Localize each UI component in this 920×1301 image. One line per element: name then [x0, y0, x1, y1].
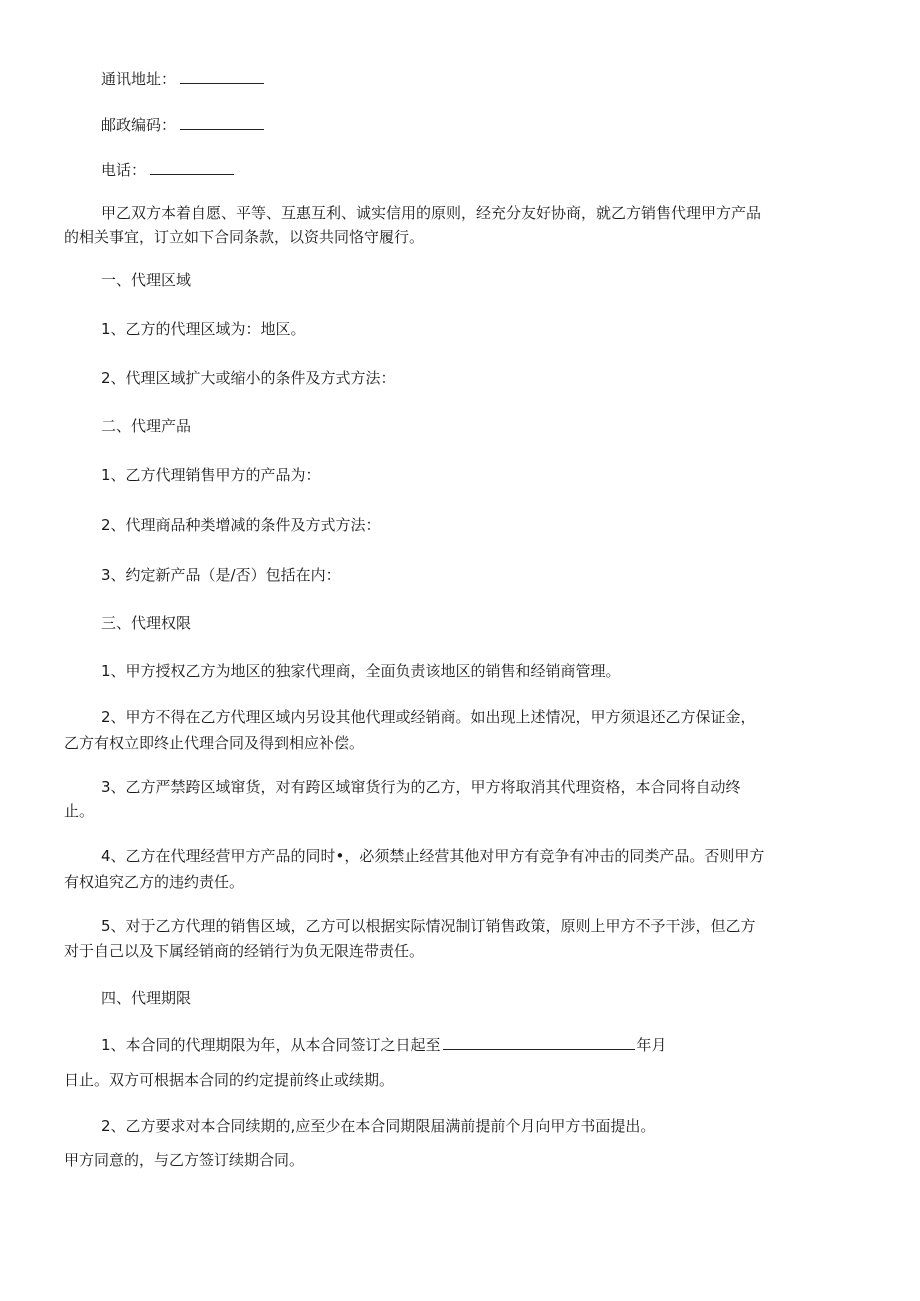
- s4-item-2-line-2: 甲方同意的，与乙方签订续期合同。: [64, 1151, 305, 1169]
- s4-item-1-line-1: [101, 1035, 667, 1055]
- postal-blank: [180, 115, 264, 130]
- s3-item-3-line-1: 3、乙方严禁跨区域窜货，对有跨区域窜货行为的乙方，甲方将取消其代理资格，本合同将自动终: [101, 778, 741, 796]
- s2-item-3: 3、约定新产品（是/否）包括在内：: [101, 566, 341, 584]
- address-field: [101, 69, 264, 89]
- postal-field: [101, 115, 264, 135]
- s3-item-2-line-2: 乙方有权立即终止代理合同及得到相应补偿。: [64, 734, 365, 752]
- s3-item-4-line-1: 4、乙方在代理经营甲方产品的同时•，必须禁止经营其他对甲方有竞争有冲击的同类产品。否则甲方: [101, 847, 765, 865]
- s3-item-4-line-2: 有权追究乙方的违约责任。: [64, 873, 245, 891]
- s2-item-1: 1、乙方代理销售甲方的产品为：: [101, 466, 321, 484]
- s3-item-3-line-2: 止。: [64, 802, 95, 820]
- s3-item-2-line-1: 2、甲方不得在乙方代理区域内另设其他代理或经销商。如出现上述情况，甲方须退还乙方保证金，: [101, 708, 756, 726]
- s3-item-1: 1、甲方授权乙方为地区的独家代理商，全面负责该地区的销售和经销商管理。: [101, 662, 621, 680]
- s3-item-5-line-2: 对于自己以及下属经销商的经销行为负无限连带责任。: [64, 942, 425, 960]
- section-heading-1: 一、代理区域: [101, 271, 192, 289]
- s2-item-2: 2、代理商品种类增减的条件及方式方法：: [101, 516, 381, 534]
- phone-field: [101, 160, 234, 180]
- section-heading-3: 三、代理权限: [101, 614, 192, 632]
- intro-line-2: 的相关事宜，订立如下合同条款，以资共同恪守履行。: [64, 228, 425, 246]
- section-heading-2: 二、代理产品: [101, 417, 192, 435]
- address-label: 通讯地址：: [101, 70, 177, 88]
- s3-item-5-line-1: 5、对于乙方代理的销售区域，乙方可以根据实际情况制订销售政策，原则上甲方不予干涉，但乙方: [101, 917, 756, 935]
- phone-blank: [150, 160, 234, 175]
- address-blank: [180, 69, 264, 84]
- postal-label: 邮政编码：: [101, 116, 177, 134]
- phone-label: 电话：: [101, 161, 147, 179]
- s4-item-1-line-2: 日止。双方可根据本合同的约定提前终止或续期。: [64, 1071, 395, 1089]
- section-heading-4: 四、代理期限: [101, 989, 192, 1007]
- s4-item-1-text-a: 1、本合同的代理期限为年，从本合同签订之日起至: [101, 1036, 441, 1054]
- s1-item-2: 2、代理区域扩大或缩小的条件及方式方法：: [101, 369, 396, 387]
- intro-line-1: 甲乙双方本着自愿、平等、互惠互利、诚实信用的原则，经充分友好协商，就乙方销售代理甲方产品: [101, 204, 762, 222]
- s1-item-1: 1、乙方的代理区域为：地区。: [101, 320, 306, 338]
- end-date-blank: [443, 1035, 635, 1050]
- s4-item-2-line-1: 2、乙方要求对本合同续期的,应至少在本合同期限届满前提前个月向甲方书面提出。: [101, 1117, 656, 1135]
- s4-item-1-text-b: 年月: [636, 1036, 667, 1054]
